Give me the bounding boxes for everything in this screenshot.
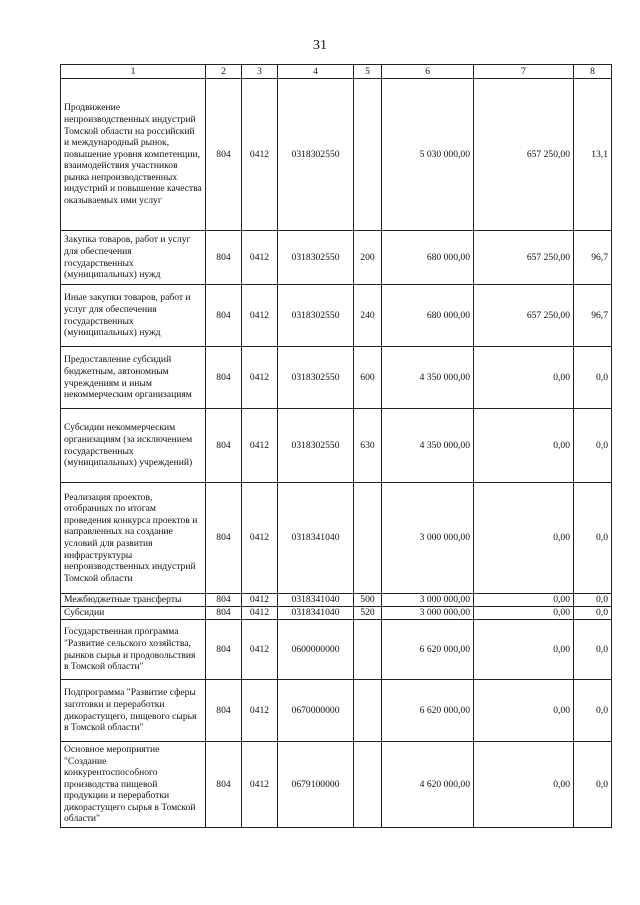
cell-target-code: 0318302550 <box>278 285 354 347</box>
cell-percent: 0,0 <box>574 483 612 594</box>
cell-actual: 0,00 <box>474 680 574 742</box>
cell-percent: 96,7 <box>574 231 612 285</box>
row-name: Основное мероприятие "Создание конкурентоспособного производства пищевой продукции и переработки дикорастущего сырья в Томской области" <box>61 742 206 828</box>
column-header: 1 <box>61 65 206 79</box>
cell-target-code: 0318302550 <box>278 231 354 285</box>
cell-percent: 0,0 <box>574 594 612 607</box>
cell-plan: 4 350 000,00 <box>382 347 474 409</box>
cell-section: 0412 <box>242 742 278 828</box>
cell-plan: 3 000 000,00 <box>382 483 474 594</box>
cell-ministry: 804 <box>206 79 242 231</box>
cell-section: 0412 <box>242 79 278 231</box>
cell-ministry: 804 <box>206 594 242 607</box>
cell-expense-type: 240 <box>354 285 382 347</box>
page-number: 31 <box>313 38 327 53</box>
cell-section: 0412 <box>242 594 278 607</box>
cell-expense-type <box>354 483 382 594</box>
table-row <box>61 409 612 483</box>
row-name: Межбюджетные трансферты <box>61 594 206 607</box>
row-name: Продвижение непроизводственных индустрий Томской области на российский и международный рынок, повышение уровня компетенции, взаимодействия участников рынка непроизводственных индустрий и повышение качества оказываемых ими услуг <box>61 79 206 231</box>
cell-plan: 6 620 000,00 <box>382 680 474 742</box>
row-name: Субсидии <box>61 607 206 620</box>
table-row <box>61 483 612 594</box>
cell-ministry: 804 <box>206 231 242 285</box>
table-row <box>61 347 612 409</box>
cell-ministry: 804 <box>206 285 242 347</box>
cell-section: 0412 <box>242 409 278 483</box>
cell-section: 0412 <box>242 680 278 742</box>
cell-section: 0412 <box>242 620 278 680</box>
cell-target-code: 0670000000 <box>278 680 354 742</box>
table-row <box>61 594 612 607</box>
table-row <box>61 620 612 680</box>
cell-percent: 0,0 <box>574 742 612 828</box>
cell-percent: 13,1 <box>574 79 612 231</box>
cell-percent: 0,0 <box>574 347 612 409</box>
table-row <box>61 231 612 285</box>
row-name: Подпрограмма "Развитие сферы заготовки и переработки дикорастущего, пищевого сырья в Томской области" <box>61 680 206 742</box>
cell-plan: 4 620 000,00 <box>382 742 474 828</box>
cell-actual: 0,00 <box>474 742 574 828</box>
column-header: 7 <box>474 65 574 79</box>
cell-expense-type: 600 <box>354 347 382 409</box>
cell-ministry: 804 <box>206 347 242 409</box>
row-name: Предоставление субсидий бюджетным, автономным учреждениям и иным некоммерческим организациям <box>61 347 206 409</box>
cell-percent: 0,0 <box>574 607 612 620</box>
cell-actual: 0,00 <box>474 409 574 483</box>
cell-expense-type: 500 <box>354 594 382 607</box>
cell-plan: 680 000,00 <box>382 231 474 285</box>
cell-target-code: 0318302550 <box>278 347 354 409</box>
cell-target-code: 0318341040 <box>278 594 354 607</box>
cell-target-code: 0318341040 <box>278 607 354 620</box>
column-header: 3 <box>242 65 278 79</box>
cell-plan: 680 000,00 <box>382 285 474 347</box>
cell-plan: 3 000 000,00 <box>382 607 474 620</box>
cell-actual: 0,00 <box>474 620 574 680</box>
table-header-row <box>61 65 612 79</box>
cell-actual: 0,00 <box>474 347 574 409</box>
cell-plan: 5 030 000,00 <box>382 79 474 231</box>
cell-expense-type <box>354 79 382 231</box>
cell-actual: 657 250,00 <box>474 285 574 347</box>
cell-target-code: 0679100000 <box>278 742 354 828</box>
table-row <box>61 285 612 347</box>
table-row <box>61 79 612 231</box>
row-name: Государственная программа "Развитие сельского хозяйства, рынков сырья и продовольствия в Томской области" <box>61 620 206 680</box>
column-header: 5 <box>354 65 382 79</box>
cell-section: 0412 <box>242 483 278 594</box>
cell-actual: 0,00 <box>474 607 574 620</box>
cell-expense-type: 630 <box>354 409 382 483</box>
cell-section: 0412 <box>242 231 278 285</box>
row-name: Закупка товаров, работ и услуг для обеспечения государственных (муниципальных) нужд <box>61 231 206 285</box>
row-name: Реализация проектов, отобранных по итогам проведения конкурса проектов и направленных на создание условий для развития инфраструктуры непроизводственных индустрий Томской области <box>61 483 206 594</box>
cell-percent: 0,0 <box>574 680 612 742</box>
cell-target-code: 0318302550 <box>278 79 354 231</box>
cell-ministry: 804 <box>206 620 242 680</box>
budget-table <box>60 64 612 828</box>
cell-target-code: 0600000000 <box>278 620 354 680</box>
cell-expense-type <box>354 620 382 680</box>
cell-expense-type <box>354 680 382 742</box>
cell-percent: 96,7 <box>574 285 612 347</box>
cell-section: 0412 <box>242 347 278 409</box>
row-name: Иные закупки товаров, работ и услуг для обеспечения государственных (муниципальных) нужд <box>61 285 206 347</box>
cell-section: 0412 <box>242 285 278 347</box>
column-header: 4 <box>278 65 354 79</box>
cell-ministry: 804 <box>206 409 242 483</box>
cell-actual: 0,00 <box>474 483 574 594</box>
cell-expense-type <box>354 742 382 828</box>
cell-expense-type: 520 <box>354 607 382 620</box>
row-name: Субсидии некоммерческим организациям (за исключением государственных (муниципальных) учреждений) <box>61 409 206 483</box>
cell-ministry: 804 <box>206 607 242 620</box>
cell-section: 0412 <box>242 607 278 620</box>
cell-plan: 6 620 000,00 <box>382 620 474 680</box>
cell-plan: 3 000 000,00 <box>382 594 474 607</box>
table-row <box>61 742 612 828</box>
cell-plan: 4 350 000,00 <box>382 409 474 483</box>
column-header: 2 <box>206 65 242 79</box>
cell-ministry: 804 <box>206 680 242 742</box>
column-header: 6 <box>382 65 474 79</box>
cell-percent: 0,0 <box>574 409 612 483</box>
table-row <box>61 607 612 620</box>
cell-actual: 657 250,00 <box>474 231 574 285</box>
cell-percent: 0,0 <box>574 620 612 680</box>
cell-target-code: 0318302550 <box>278 409 354 483</box>
cell-actual: 0,00 <box>474 594 574 607</box>
table-row <box>61 680 612 742</box>
cell-ministry: 804 <box>206 742 242 828</box>
cell-expense-type: 200 <box>354 231 382 285</box>
column-header: 8 <box>574 65 612 79</box>
cell-actual: 657 250,00 <box>474 79 574 231</box>
cell-ministry: 804 <box>206 483 242 594</box>
cell-target-code: 0318341040 <box>278 483 354 594</box>
